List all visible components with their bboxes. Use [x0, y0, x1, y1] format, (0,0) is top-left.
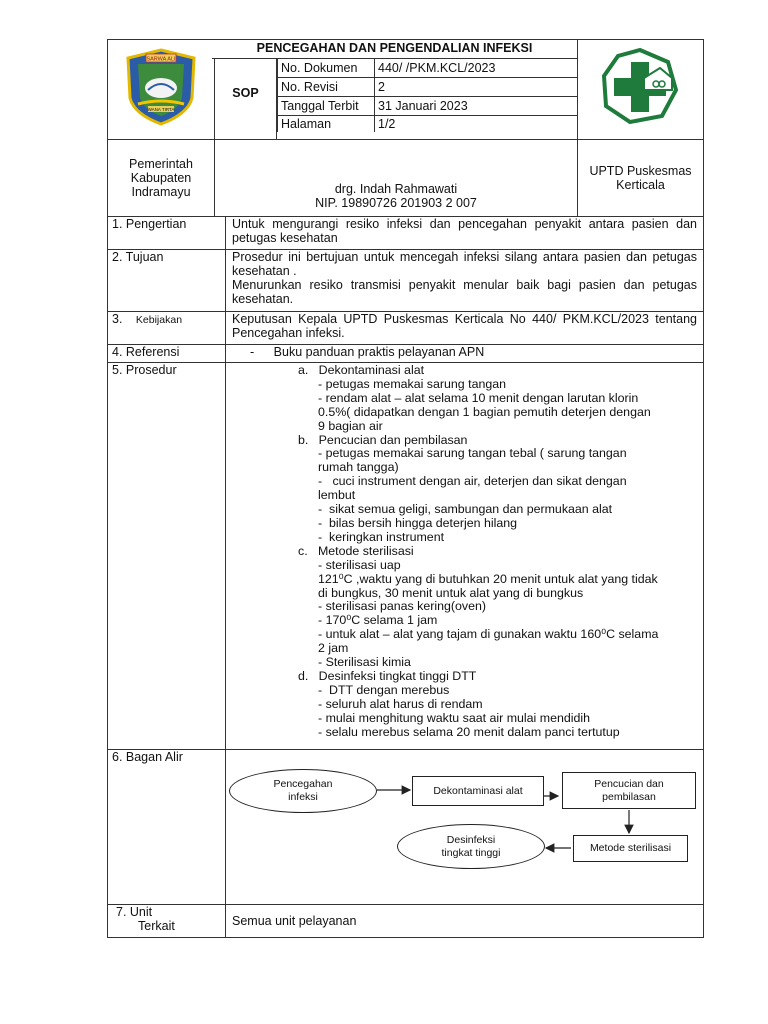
puskesmas-logo-icon [578, 40, 703, 132]
prosedur-line: - cuci instrument dengan air, deterjen dan sikat dengan [318, 475, 627, 489]
meta-label: Halaman [278, 115, 375, 132]
prosedur-line: - keringkan instrument [318, 530, 445, 544]
node-desinfeksi [397, 824, 545, 869]
prosedur-line: - DTT dengan merebus [318, 683, 450, 697]
meta-value: 440/ /PKM.KCL/2023 [375, 59, 578, 77]
row-bagan-alir [108, 750, 704, 905]
document-title: PENCEGAHAN DAN PENGENDALIAN INFEKSI [212, 40, 577, 59]
prosedur-line: - bilas bersih hingga deterjen hilang [318, 516, 518, 530]
row-content: Untuk mengurangi resiko infeksi dan pencegahan penyakit antara pasien dan petugas kesehatan [226, 217, 704, 250]
meta-table [277, 59, 577, 132]
signer-name: drg. Indah Rahmawati [334, 182, 458, 196]
gov-text: Pemerintah Kabupaten Indramayu [129, 157, 193, 199]
title-meta-cell [256, 40, 578, 140]
node-pencucian-label: Pencucian dan pembilasan [594, 777, 664, 803]
referensi-text: Buku panduan praktis pelayanan APN [273, 345, 485, 359]
sop-label: SOP [232, 86, 259, 100]
prosedur-line: b. Pencucian dan pembilasan [298, 433, 468, 447]
tujuan-text-2: Menurunkan resiko transmisi penyakit menular baik bagi pasien dan petugas kesehatan. [232, 278, 697, 306]
org-name: UPTD Puskesmas Kerticala [578, 140, 704, 217]
row-label: 4. Referensi [108, 345, 226, 363]
prosedur-line: - untuk alat – alat yang tajam di gunakan waktu 160⁰C selama [318, 628, 659, 642]
prosedur-line: di bungkus, 30 menit untuk alat yang di bungkus [318, 586, 584, 600]
prosedur-line: 0.5%( didapatkan dengan 1 bagian pemutih deterjen dengan [318, 405, 651, 419]
unit-label-1: 7. Unit [116, 905, 153, 919]
left-logo-cell [108, 40, 215, 140]
row-unit-terkait [108, 905, 704, 938]
prosedur-line: - selalu merebus selama 20 menit dalam panci tertutup [318, 725, 620, 739]
node-pencucian [562, 772, 696, 809]
prosedur-line: - Sterilisasi kimia [318, 656, 411, 670]
node-dekontaminasi-label: Dekontaminasi alat [433, 784, 523, 797]
prosedur-line: - seluruh alat harus di rendam [318, 697, 483, 711]
meta-label: No. Dokumen [278, 59, 375, 77]
header-table [107, 39, 704, 217]
prosedur-line: 9 bagian air [318, 419, 383, 433]
prosedur-content [226, 363, 704, 750]
kebijakan-label: Kebijakan [135, 314, 183, 326]
tujuan-text-1: Prosedur ini bertujuan untuk mencegah infeksi silang antara pasien dan petugas kesehatan . [232, 250, 697, 278]
meta-label: No. Revisi [278, 77, 375, 96]
meta-value: 2 [375, 77, 578, 96]
node-sterilisasi [573, 835, 688, 862]
signer-cell [215, 140, 578, 217]
prosedur-list [298, 364, 701, 739]
prosedur-line: - sterilisasi uap [318, 558, 401, 572]
row-prosedur [108, 363, 704, 750]
row-label [108, 312, 226, 345]
signer-nip: NIP. 19890726 201903 2 007 [315, 196, 477, 210]
prosedur-line: - 170⁰C selama 1 jam [318, 614, 438, 628]
emblem-motto-text: WANA TIRTA [147, 107, 175, 112]
prosedur-line: - mulai menghitung waktu saat air mulai mendidih [318, 711, 591, 725]
meta-value: 31 Januari 2023 [375, 96, 578, 115]
row-content [226, 250, 704, 312]
sop-body-table [107, 216, 704, 938]
prosedur-line: d. Desinfeksi tingkat tinggi DTT [298, 669, 477, 683]
row-kebijakan [108, 312, 704, 345]
prosedur-line: lembut [318, 489, 356, 503]
meta-label: Tanggal Terbit [278, 96, 375, 115]
row-label [108, 905, 226, 938]
prosedur-line: rumah tangga) [318, 461, 399, 475]
gov-name [108, 140, 215, 217]
row-label: 2. Tujuan [108, 250, 226, 312]
prosedur-line: - petugas memakai sarung tangan [318, 377, 507, 391]
row-content: Semua unit pelayanan [226, 905, 704, 938]
node-desinfeksi-label: Desinfeksi tingkat tinggi [441, 833, 501, 859]
referensi-dash: - [250, 345, 255, 359]
emblem-banner-text: SARWA ALI [146, 56, 176, 63]
flowchart-area [226, 750, 704, 905]
row-content [226, 345, 704, 363]
unit-label-2: Terkait [138, 919, 175, 933]
row-tujuan [108, 250, 704, 312]
kebijakan-number: 3. [112, 312, 123, 326]
node-sterilisasi-label: Metode sterilisasi [589, 842, 672, 854]
row-label: 6. Bagan Alir [108, 750, 226, 905]
node-dekontaminasi [412, 776, 544, 806]
meta-value: 1/2 [375, 115, 578, 132]
right-logo-cell [578, 40, 704, 140]
row-label: 1. Pengertian [108, 217, 226, 250]
prosedur-line: - petugas memakai sarung tangan tebal ( sarung tangan [318, 447, 627, 461]
prosedur-line: - sterilisasi panas kering(oven) [318, 600, 487, 614]
row-content: Keputusan Kepala UPTD Puskesmas Kerticala No 440/ PKM.KCL/2023 tentang Pencegahan infeksi. [226, 312, 704, 345]
node-pencegahan [229, 769, 377, 813]
prosedur-line: 2 jam [318, 642, 349, 656]
prosedur-line: a. Dekontaminasi alat [298, 364, 425, 377]
prosedur-line: - rendam alat – alat selama 10 menit dengan larutan klorin [318, 391, 639, 405]
prosedur-line: 121⁰C ,waktu yang di butuhkan 20 menit untuk alat yang tidak [318, 572, 658, 586]
row-referensi [108, 345, 704, 363]
prosedur-line: - sikat semua geligi, sambungan dan permukaan alat [318, 503, 613, 517]
indramayu-emblem-icon [108, 40, 214, 134]
node-pencegahan-label: Pencegahan infeksi [273, 778, 333, 803]
row-label: 5. Prosedur [108, 363, 226, 750]
prosedur-line: c. Metode sterilisasi [298, 544, 414, 558]
row-pengertian [108, 217, 704, 250]
